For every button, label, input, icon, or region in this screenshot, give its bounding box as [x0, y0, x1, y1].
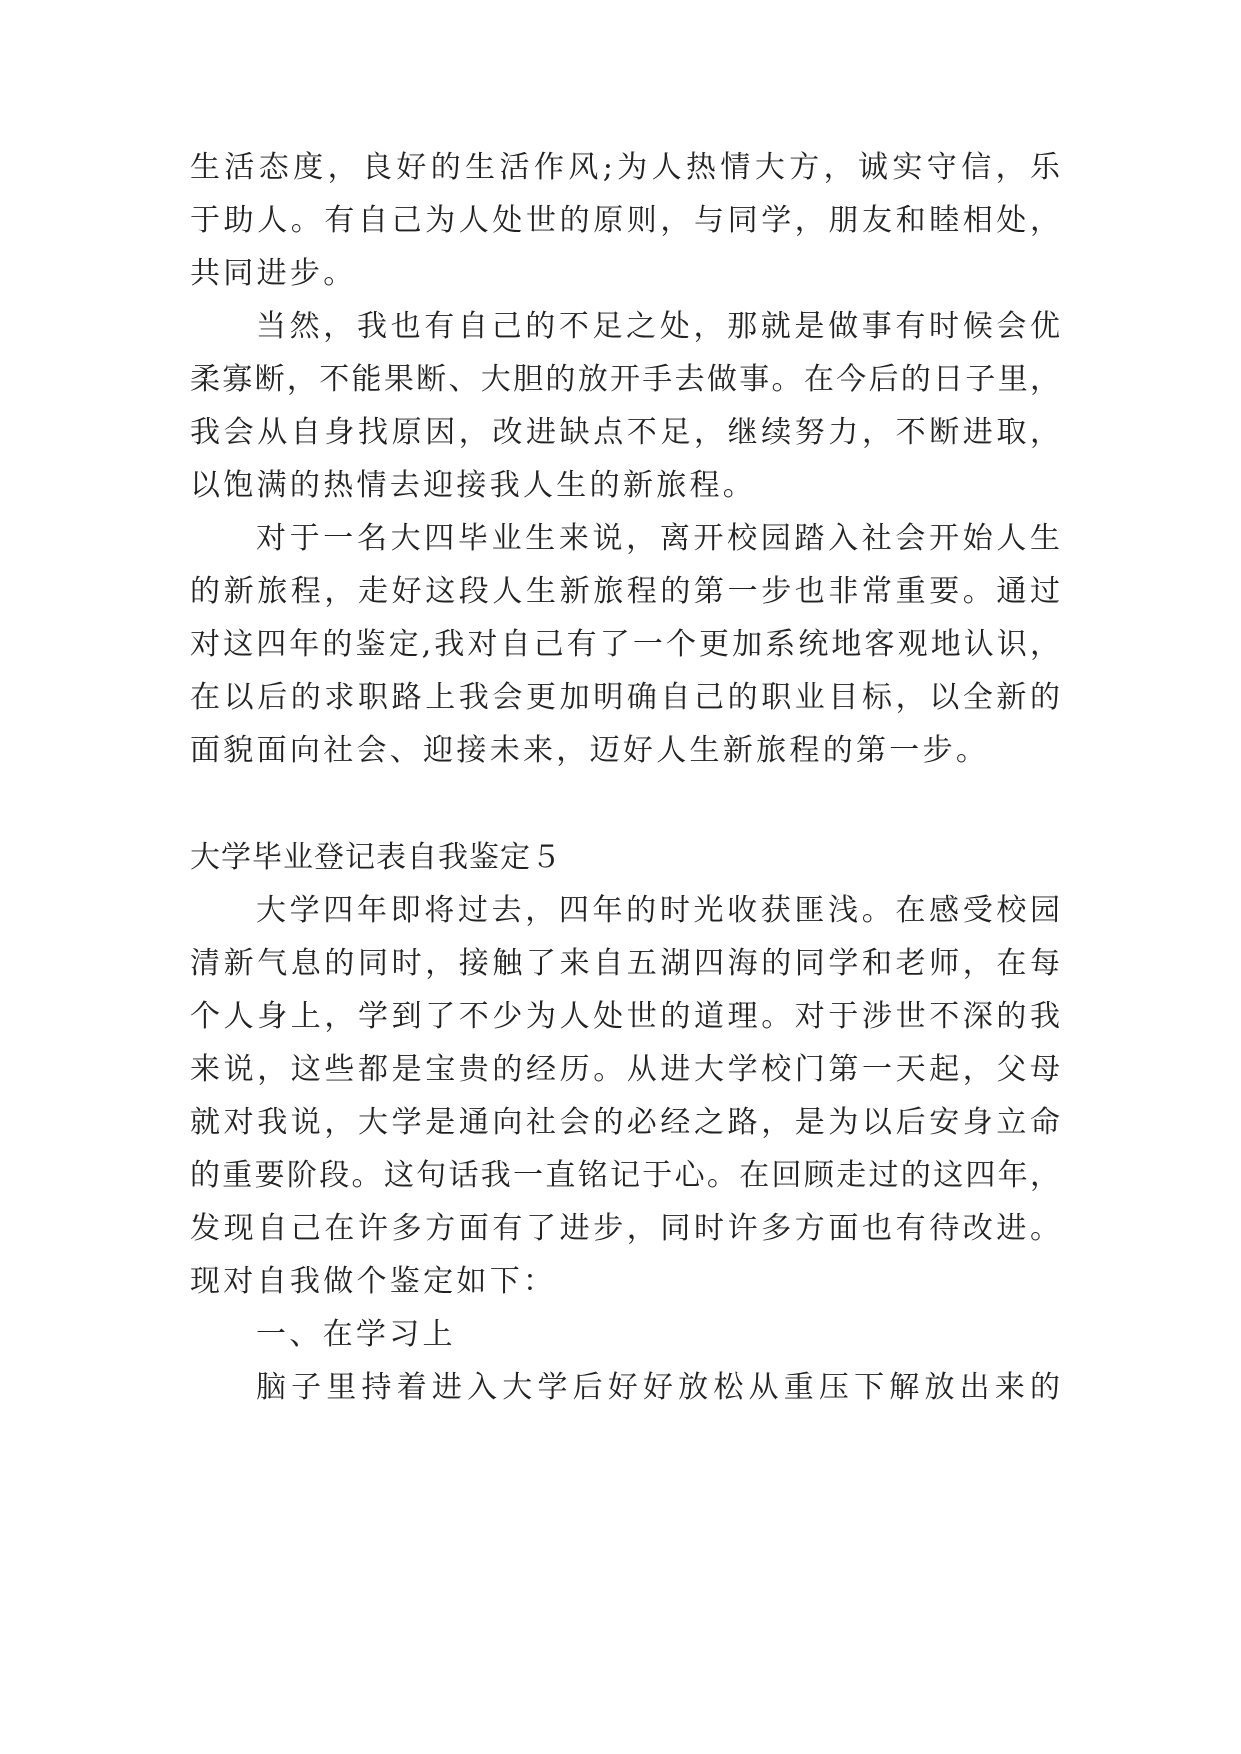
paragraph-line: 我会从自身找原因，改进缺点不足，继续努力，不断进取， [190, 415, 1060, 450]
paragraph-line: 柔寡断，不能果断、大胆的放开手去做事。在今后的日子里， [190, 362, 1060, 397]
paragraph-line: 生活态度，良好的生活作风;为人热情大方，诚实守信，乐 [190, 150, 1060, 185]
paragraph-line: 共同进步。 [190, 256, 357, 291]
paragraph-line: 来说，这些都是宝贵的经历。从进大学校门第一天起，父母 [190, 1052, 1060, 1087]
paragraph-line: 就对我说，大学是通向社会的必经之路，是为以后安身立命 [190, 1105, 1060, 1140]
paragraph-line: 在以后的求职路上我会更加明确自己的职业目标，以全新的 [190, 680, 1060, 715]
paragraph-line: 脑子里持着进入大学后好好放松从重压下解放出来的 [256, 1370, 1060, 1405]
paragraph-line: 对于一名大四毕业生来说，离开校园踏入社会开始人生 [256, 521, 1060, 556]
paragraph-line: 以饱满的热情去迎接我人生的新旅程。 [190, 468, 757, 503]
paragraph-line: 的重要阶段。这句话我一直铭记于心。在回顾走过的这四年， [190, 1158, 1060, 1193]
paragraph-line: 清新气息的同时，接触了来自五湖四海的同学和老师，在每 [190, 946, 1060, 981]
section-title: 大学毕业登记表自我鉴定５ [190, 840, 562, 875]
paragraph-line: 对这四年的鉴定,我对自己有了一个更加系统地客观地认识， [190, 627, 1060, 662]
paragraph-line: 的新旅程，走好这段人生新旅程的第一步也非常重要。通过 [190, 574, 1060, 609]
paragraph-line: 于助人。有自己为人处世的原则，与同学，朋友和睦相处， [190, 203, 1060, 238]
paragraph-line: 大学四年即将过去，四年的时光收获匪浅。在感受校园 [256, 893, 1060, 928]
paragraph-line: 现对自我做个鉴定如下： [190, 1264, 557, 1299]
subheading: 一、在学习上 [256, 1317, 456, 1352]
paragraph-line: 个人身上，学到了不少为人处世的道理。对于涉世不深的我 [190, 999, 1060, 1034]
paragraph-line: 面貌面向社会、迎接未来，迈好人生新旅程的第一步。 [190, 733, 990, 768]
paragraph-line: 当然，我也有自己的不足之处，那就是做事有时候会优 [256, 309, 1060, 344]
paragraph-line: 发现自己在许多方面有了进步，同时许多方面也有待改进。 [190, 1211, 1060, 1246]
